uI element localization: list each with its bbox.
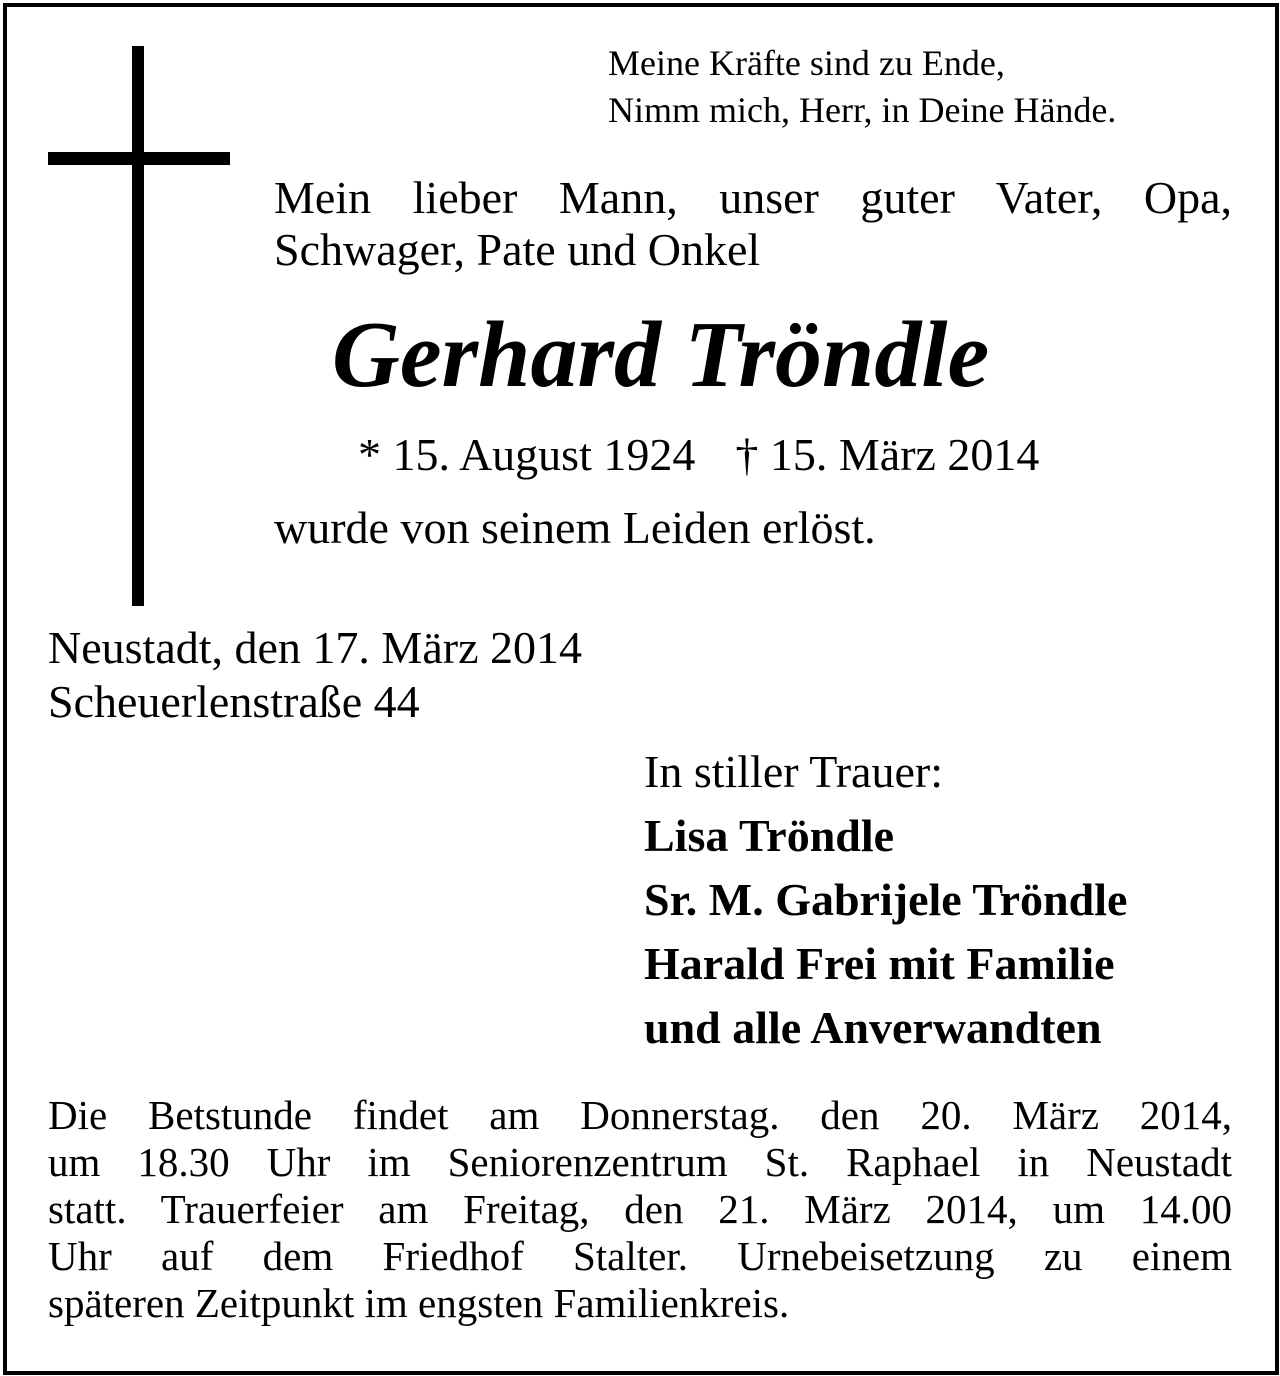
notice-line: statt. Trauerfeier am Freitag, den 21. März 2014, um 14.00 [48,1186,1232,1232]
mourners-block [644,740,1127,1060]
mourners-heading: In stiller Trauer: [644,746,943,797]
notice-line: um 18.30 Uhr im Seniorenzentrum St. Raphael in Neustadt [48,1139,1232,1185]
mourner-name: Sr. M. Gabrijele Tröndle [644,874,1128,925]
verse-line-2: Nimm mich, Herr, in Deine Hände. [608,90,1117,130]
place-and-address [48,621,582,729]
intro-text [274,172,1232,276]
notice-line: Die Betstunde findet am Donnerstag. den 20. März 2014, [48,1092,1232,1138]
cross-icon [132,46,144,606]
verse [608,40,1116,134]
birth-date: * 15. August 1924 [358,429,696,480]
cross-icon-crossbar [48,152,230,165]
death-date: † 15. März 2014 [735,429,1040,480]
intro-line-2: Schwager, Pate und Onkel [274,224,761,275]
service-notice [48,1092,1232,1327]
intro-line-1: Mein lieber Mann, unser guter Vater, Opa, [274,172,1232,223]
verse-line-1: Meine Kräfte sind zu Ende, [608,43,1005,83]
deceased-name: Gerhard Tröndle [332,303,990,407]
notice-line: späteren Zeitpunkt im engsten Familienkreis. [48,1280,790,1326]
life-dates [358,428,1039,482]
mourner-name: Harald Frei mit Familie [644,938,1115,989]
address: Scheuerlenstraße 44 [48,676,420,727]
place-date: Neustadt, den 17. März 2014 [48,622,582,673]
notice-line: Uhr auf dem Friedhof Stalter. Urnebeisetzung zu einem [48,1233,1232,1279]
relief-text: wurde von seinem Leiden erlöst. [274,502,876,553]
mourner-name: Lisa Tröndle [644,810,895,861]
mourner-name: und alle Anverwandten [644,1002,1102,1053]
